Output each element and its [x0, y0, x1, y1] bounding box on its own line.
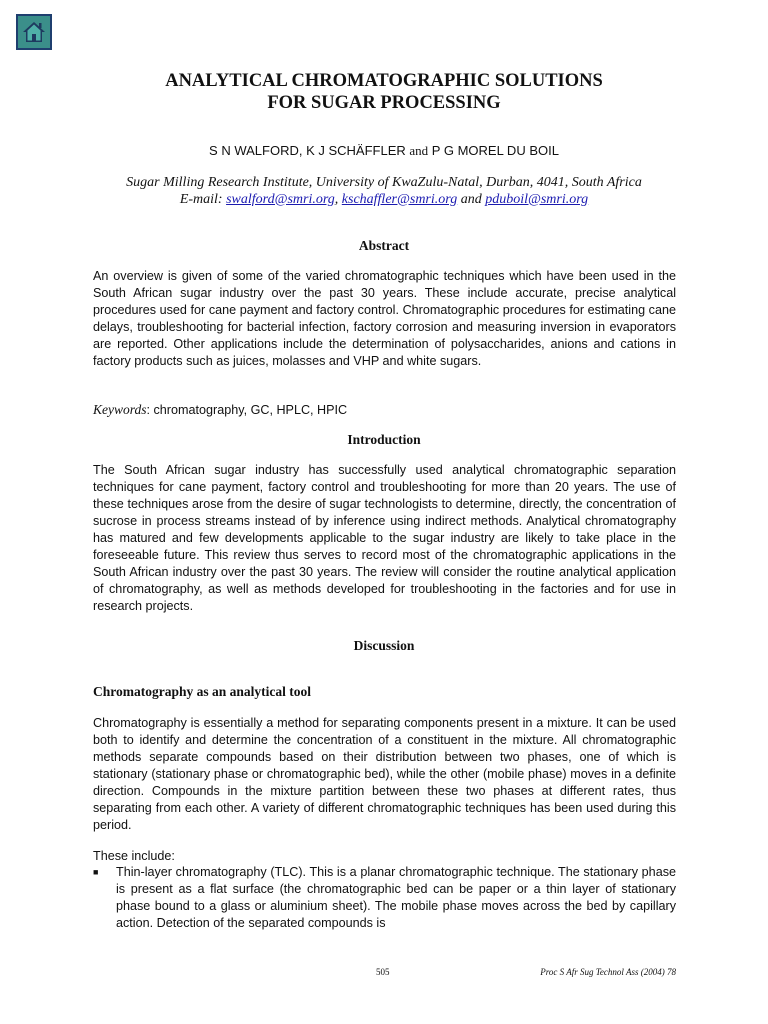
email-label: E-mail:	[179, 191, 223, 207]
home-icon	[18, 16, 50, 48]
keywords-text: : chromatography, GC, HPLC, HPIC	[146, 403, 348, 417]
author-list	[0, 143, 768, 159]
email-link-schaffler[interactable]: kschaffler@smri.org	[341, 191, 458, 207]
journal-citation: Proc S Afr Sug Technol Ass (2004) 78	[540, 967, 676, 977]
author-and: and	[409, 143, 429, 158]
affiliation-emails: E-mail: swalford@smri.org, kschaffler@smri.org and pduboil@smri.org	[179, 191, 589, 207]
title-line-2: FOR SUGAR PROCESSING	[267, 93, 501, 113]
title-line-1: ANALYTICAL CHROMATOGRAPHIC SOLUTIONS	[165, 71, 603, 91]
introduction-heading: Introduction	[347, 432, 421, 447]
abstract-heading: Abstract	[358, 238, 410, 253]
email-and: and	[460, 191, 482, 207]
list-item-text: Thin-layer chromatography (TLC). This is a planar chromatographic technique. The stationary phase is present as a flat surface (the chromatographic bed can be paper or a thin layer of stationary phase bound to a glass or aluminium sheet). The mobile phase moves across the bed by capillary action. Detection of the separated compounds is	[116, 865, 676, 930]
affiliation	[0, 175, 768, 208]
keywords-label: Keywords	[93, 402, 147, 417]
home-button[interactable]	[16, 14, 52, 50]
discussion-text: Chromatography is essentially a method for separating components present in a mixture. It can be used both to identify and determine the concentration of a constituent in the mixture. All chromatographic methods separate compounds based on their distribution between two phases, one of which is stationary (stationary phase or chromatographic bed), while the other (mobile phase) moves in a definite direction. Compounds in the mixture partition between these two phases at different rates, thus separating from each other. A variety of different chromatographic techniques has been used during this period.	[93, 716, 676, 832]
paper-title	[0, 70, 768, 114]
page-number: 505	[376, 967, 390, 977]
discussion-heading: Discussion	[353, 638, 415, 653]
keywords-line	[93, 401, 676, 419]
bullet-marker: ■	[93, 867, 99, 877]
list-item	[93, 864, 676, 932]
abstract-text: An overview is given of some of the varied chromatographic techniques which have been used in the South African sugar industry over the past 30 years. These include accurate, precise analytical procedures used for cane payment and factory control. Chromatographic procedures for estimating cane delays, troubleshooting for bacterial infection, factory corrosion and measuring inversion in evaporators are reported. Other applications include the determination of polysaccharides, anions and cations in factory products such as juices, molasses and VHP and white sugars.	[93, 269, 676, 368]
introduction-text: The South African sugar industry has successfully used analytical chromatographic separation techniques for cane payment, factory control and troubleshooting for more than 20 years. The use of these techniques arose from the desire of sugar technologists to determine, directly, the concentration of sucrose in process streams instead of by inference using indirect methods. Analytical chromatography has matured and few developments applicable to the sugar industry are likely to take place in the foreseeable future. This review thus serves to record most of the chromatographic applications in the South African industry over the past 30 years. The review will consider the routine analytical application of chromatography, as well as methods developed for troubleshooting in the factories and for use in research projects.	[93, 463, 676, 613]
author-names: S N WALFORD, K J SCHÄFFLER	[209, 143, 406, 158]
email-link-walford[interactable]: swalford@smri.org	[226, 191, 335, 207]
affiliation-institute: Sugar Milling Research Institute, University of KwaZulu-Natal, Durban, 4041, South Africa	[126, 175, 642, 190]
these-include-text: These include:	[93, 849, 175, 863]
section-subheading: Chromatography as an analytical tool	[93, 684, 312, 699]
author-last: P G MOREL DU BOIL	[431, 143, 559, 158]
email-link-duboil[interactable]: pduboil@smri.org	[485, 191, 589, 207]
